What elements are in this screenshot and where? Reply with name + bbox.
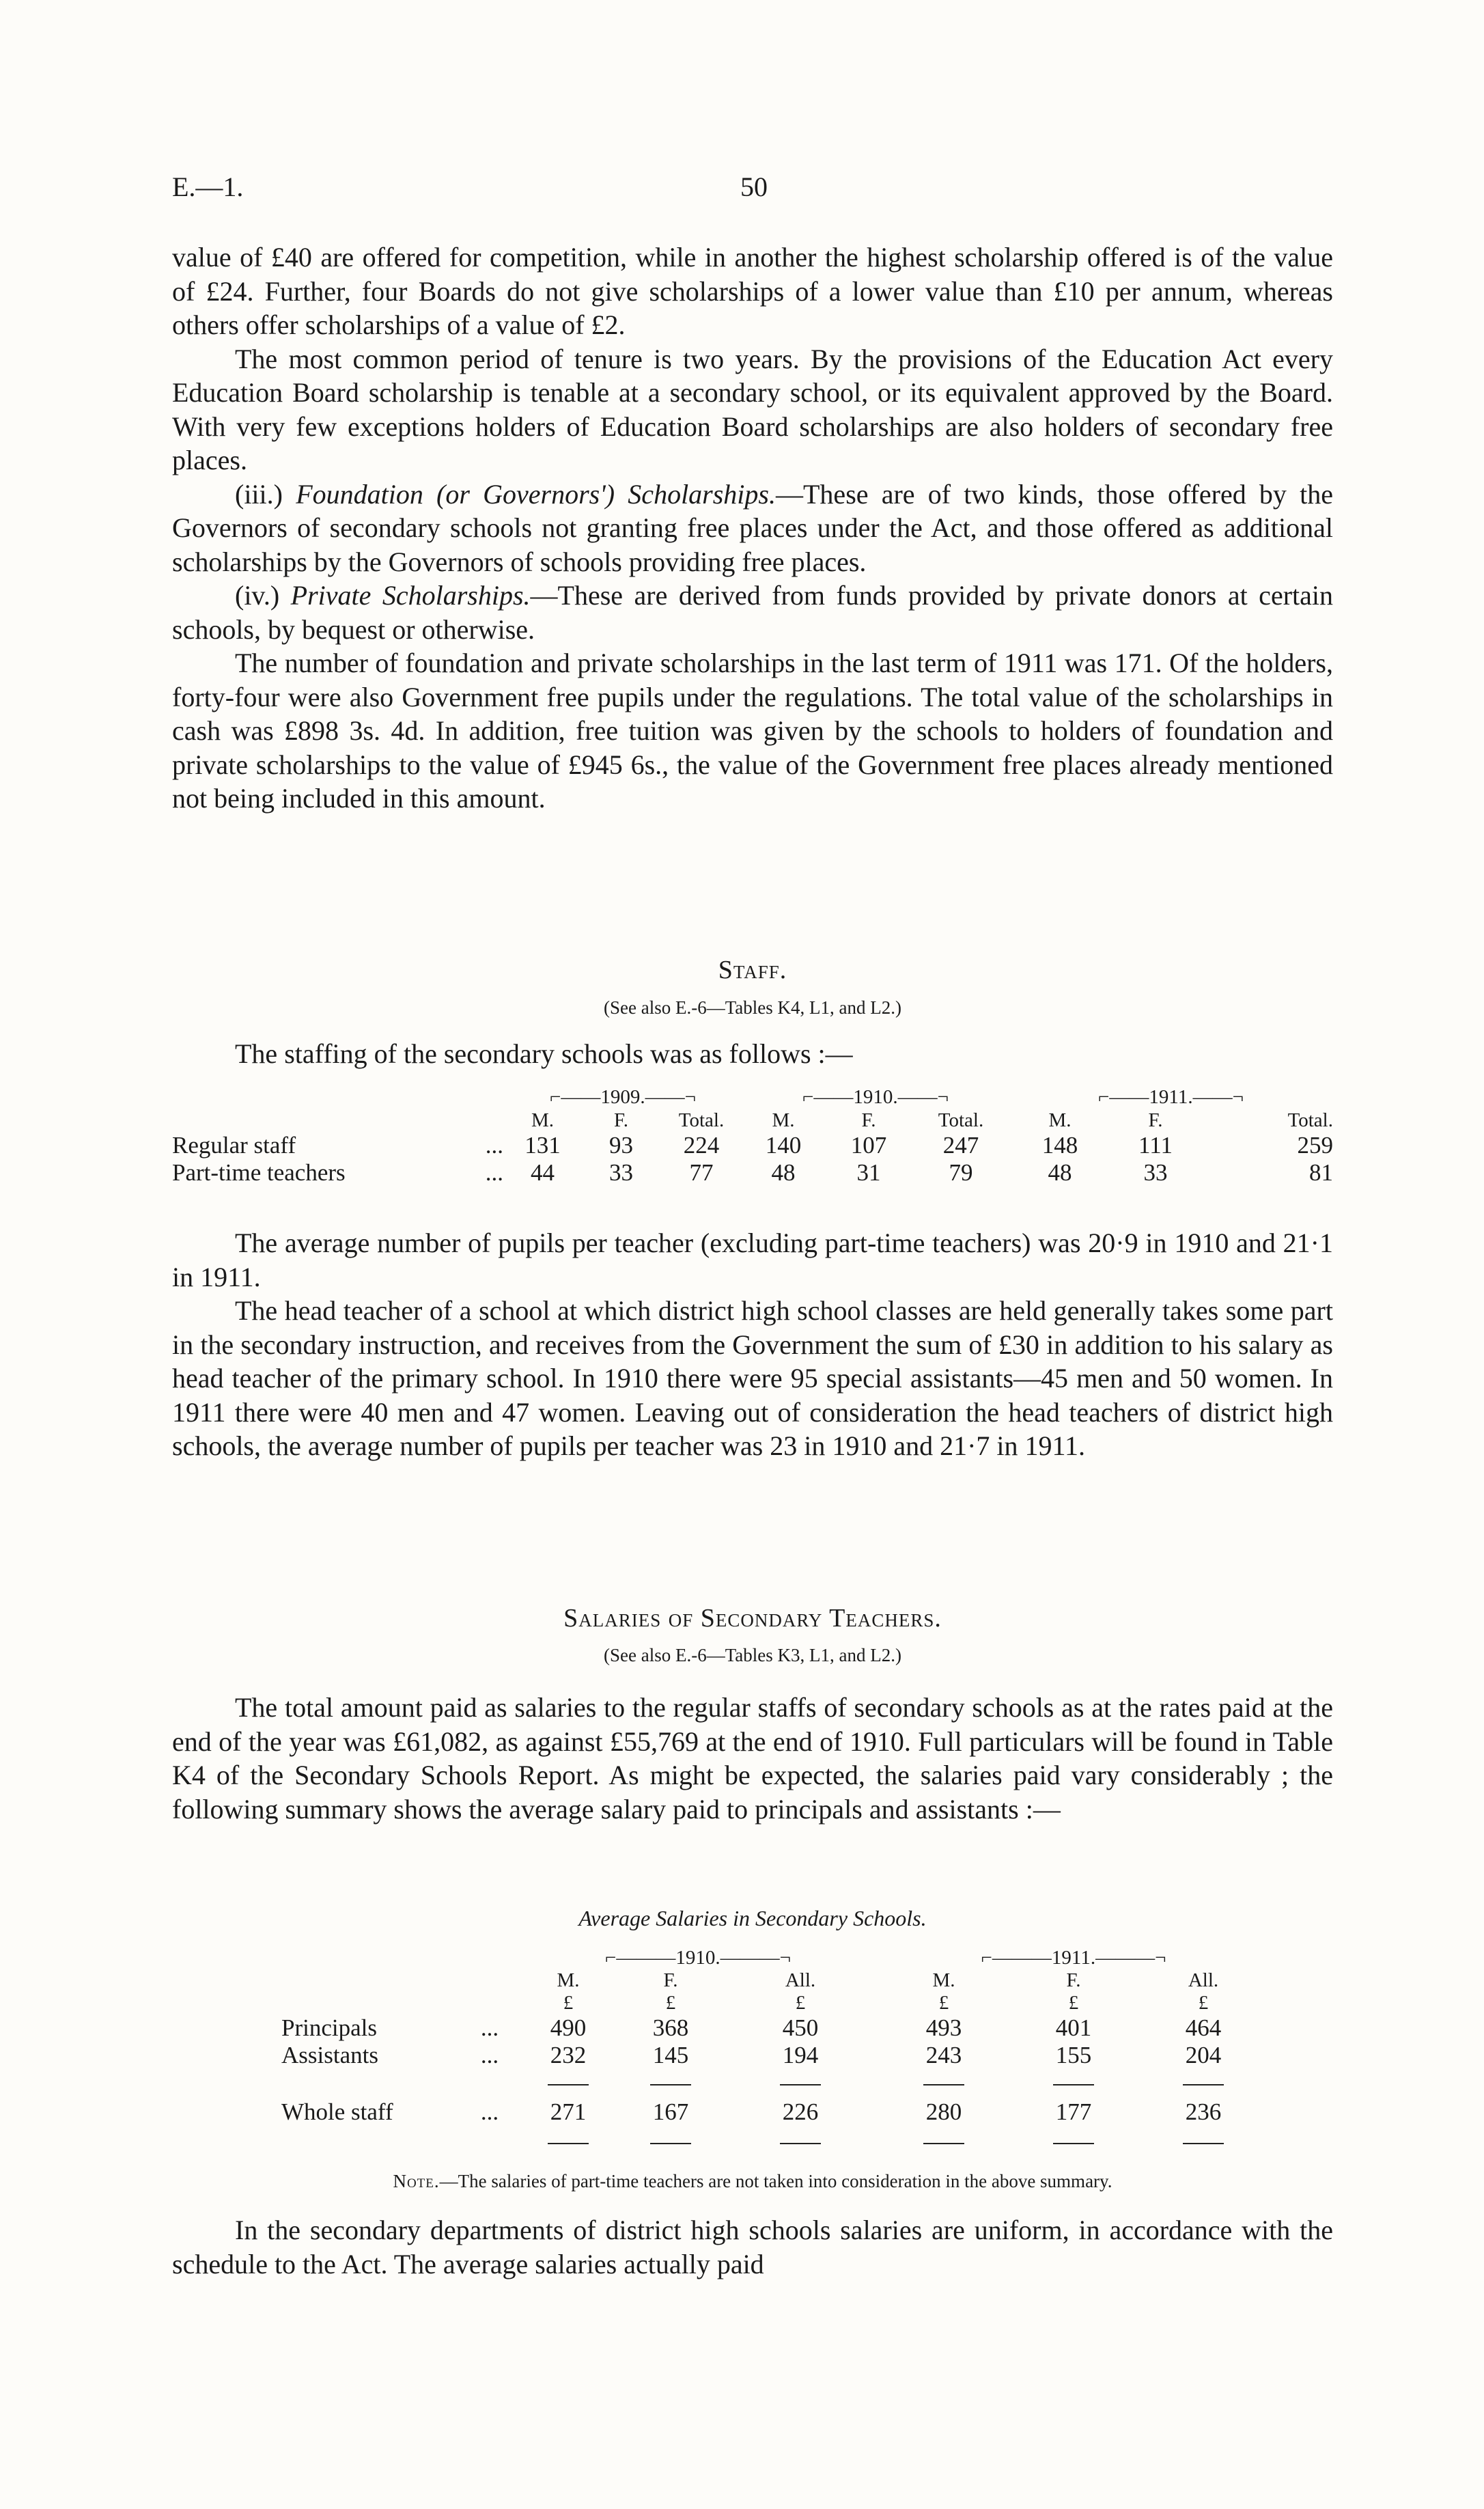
salaries-note bbox=[172, 2171, 1333, 2192]
document-code: E.—1. bbox=[172, 171, 244, 202]
table-cell: 145 bbox=[652, 2042, 689, 2068]
table-cell: 464 bbox=[1185, 2014, 1222, 2041]
foundation-body: —These are of two kinds, those offered by the Governors of secondary schools not granting free places under the Act, and those offered as additional scholarships by the Governors of schools providing free places. bbox=[172, 478, 1333, 577]
row-dots: ... bbox=[485, 1159, 503, 1186]
table-cell: 107 bbox=[850, 1132, 887, 1159]
salaries-heading: Salaries of Secondary Teachers. bbox=[563, 1604, 942, 1633]
table-cell: 232 bbox=[550, 2042, 587, 2068]
divider bbox=[1128, 2128, 1278, 2155]
divider bbox=[527, 2128, 609, 2155]
table-cell: 31 bbox=[856, 1159, 881, 1186]
salaries-subheading: (See also E.-6—Tables K3, L1, and L2.) bbox=[604, 1645, 901, 1665]
staff-intro-block bbox=[172, 1037, 1333, 1071]
divider bbox=[1019, 2069, 1128, 2096]
private-title: Private Scholarships. bbox=[290, 580, 531, 611]
row-label: Part-time teachers bbox=[172, 1159, 346, 1186]
table-cell: 155 bbox=[1055, 2042, 1092, 2068]
paragraph-head-teacher: The head teacher of a school at which district high school classes are held generally takes some part in the secondary instruction, and receives from the Government the sum of £30 in addition to his salary as head teacher of the primary school. In 1910 there were 95 special assistants—45 men and 50 women. In 1911 there were 40 men and 47 women. Leaving out of consideration the head teachers of district high schools, the average number of pupils per teacher was 23 in 1910 and 21·7 in 1911. bbox=[172, 1295, 1333, 1461]
table-cell: 490 bbox=[550, 2014, 587, 2041]
divider bbox=[869, 2069, 1019, 2096]
table-cell: 33 bbox=[1143, 1159, 1168, 1186]
unit-pound: £ bbox=[795, 1992, 806, 2014]
note-body: —The salaries of part-time teachers are not taken into consideration in the above summary. bbox=[439, 2171, 1112, 2191]
staff-col-total: Total. bbox=[1287, 1109, 1333, 1131]
paragraph-private-scholarships bbox=[172, 579, 1333, 646]
salaries-table bbox=[281, 1947, 1278, 2155]
table-cell: 280 bbox=[925, 2098, 962, 2125]
staff-col-total: Total. bbox=[678, 1109, 725, 1131]
table-cell: 247 bbox=[942, 1132, 979, 1159]
private-prefix: (iv.) bbox=[235, 580, 291, 611]
table-cell: 236 bbox=[1185, 2098, 1222, 2125]
table-cell: 204 bbox=[1185, 2042, 1222, 2068]
scholarships-text bbox=[172, 240, 1333, 816]
table-cell: 131 bbox=[524, 1132, 561, 1159]
row-dots: ... bbox=[485, 1132, 503, 1159]
table-cell: 48 bbox=[771, 1159, 796, 1186]
page-header bbox=[172, 171, 1333, 212]
table-cell: 493 bbox=[925, 2014, 962, 2041]
staff-col-f: F. bbox=[613, 1109, 629, 1131]
table-cell: 77 bbox=[689, 1159, 714, 1186]
paragraph-foundation-scholarships bbox=[172, 477, 1333, 579]
table-cell: 368 bbox=[652, 2014, 689, 2041]
paragraph-pupils-per-teacher: The average number of pupils per teacher (excluding part-time teachers) was 20·9 in 1910 and 21·1 in 1911. bbox=[172, 1228, 1333, 1292]
salary-col-m: M. bbox=[932, 1969, 955, 1991]
salary-col-f: F. bbox=[663, 1969, 678, 1991]
table-cell: 259 bbox=[1297, 1132, 1333, 1159]
staff-col-m: M. bbox=[1048, 1109, 1072, 1131]
staff-intro: The staffing of the secondary schools was as follows :— bbox=[235, 1038, 853, 1069]
divider bbox=[732, 2128, 869, 2155]
table-cell: 194 bbox=[782, 2042, 819, 2068]
salaries-text bbox=[172, 1691, 1333, 1826]
unit-pound: £ bbox=[563, 1992, 574, 2014]
foundation-prefix: (iii.) bbox=[235, 478, 296, 510]
row-label: Regular staff bbox=[172, 1132, 296, 1159]
paragraph-scholarship-values: value of £40 are offered for competition, while in another the highest scholarship offered is of the value of £24. Further, four Boards do not give scholarships of a lower value than £10 per annum, whereas others offer scholarships of a value of £2. bbox=[172, 242, 1333, 340]
row-label: Principals bbox=[281, 2014, 377, 2041]
private-body: —These are derived from funds provided by private donors at certain schools, by bequest or otherwise. bbox=[172, 580, 1333, 645]
salary-col-all: All. bbox=[785, 1969, 816, 1991]
salary-year-1910: ⌐———1910.———¬ bbox=[605, 1947, 791, 1969]
table-cell: 44 bbox=[531, 1159, 555, 1186]
staff-subheading: (See also E.-6—Tables K4, L1, and L2.) bbox=[604, 997, 901, 1018]
unit-pound: £ bbox=[1198, 1992, 1209, 2014]
unit-pound: £ bbox=[665, 1992, 676, 2014]
unit-pound: £ bbox=[1068, 1992, 1079, 2014]
row-dots: ... bbox=[480, 2042, 499, 2068]
table-cell: 140 bbox=[765, 1132, 802, 1159]
staff-col-m: M. bbox=[531, 1109, 555, 1131]
table-cell: 167 bbox=[652, 2098, 689, 2125]
row-dots: ... bbox=[480, 2014, 499, 2041]
row-label: Whole staff bbox=[281, 2098, 393, 2125]
table-cell: 79 bbox=[949, 1159, 973, 1186]
salaries-table-caption: Average Salaries in Secondary Schools. bbox=[578, 1906, 927, 1930]
table-cell: 271 bbox=[550, 2098, 587, 2125]
divider bbox=[609, 2069, 732, 2096]
table-cell: 401 bbox=[1055, 2014, 1092, 2041]
table-cell: 450 bbox=[782, 2014, 819, 2041]
table-cell: 224 bbox=[683, 1132, 720, 1159]
staff-text bbox=[172, 1226, 1333, 1463]
table-cell: 148 bbox=[1041, 1132, 1078, 1159]
table-cell: 226 bbox=[782, 2098, 819, 2125]
page-number: 50 bbox=[740, 171, 768, 202]
table-cell: 177 bbox=[1055, 2098, 1092, 2125]
salary-year-1911: ⌐———1911.———¬ bbox=[981, 1947, 1166, 1969]
staff-col-total: Total. bbox=[938, 1109, 984, 1131]
staff-year-1909: ⌐——1909.——¬ bbox=[550, 1086, 696, 1108]
staff-col-f: F. bbox=[1148, 1109, 1163, 1131]
table-cell: 33 bbox=[609, 1159, 633, 1186]
table-row bbox=[172, 1132, 1333, 1159]
foundation-title: Foundation (or Governors') Scholarships. bbox=[296, 478, 776, 510]
note-prefix: Note. bbox=[393, 2171, 440, 2191]
table-row bbox=[172, 1159, 1333, 1187]
divider bbox=[1019, 2128, 1128, 2155]
salary-col-f: F. bbox=[1066, 1969, 1081, 1991]
salary-col-m: M. bbox=[557, 1969, 580, 1991]
salary-col-all: All. bbox=[1188, 1969, 1219, 1991]
divider bbox=[527, 2069, 609, 2096]
staff-heading: Staff. bbox=[718, 956, 787, 984]
table-row bbox=[281, 2014, 1278, 2042]
paragraph-tenure: The most common period of tenure is two years. By the provisions of the Education Act every Education Board scholarship is tenable at a secondary school, or its equivalent approved by the Board. With very few exceptions holders of Education Board scholarships are also holders of secondary free places. bbox=[172, 343, 1333, 475]
table-cell: 243 bbox=[925, 2042, 962, 2068]
staffing-table bbox=[172, 1086, 1333, 1187]
table-cell: 93 bbox=[609, 1132, 633, 1159]
staff-year-1910: ⌐——1910.——¬ bbox=[802, 1086, 949, 1108]
divider bbox=[732, 2069, 869, 2096]
staff-year-1911: ⌐——1911.——¬ bbox=[1098, 1086, 1244, 1108]
table-row-total bbox=[281, 2096, 1278, 2128]
closing-text bbox=[172, 2213, 1333, 2281]
row-dots: ... bbox=[480, 2098, 499, 2125]
unit-pound: £ bbox=[938, 1992, 949, 2014]
paragraph-district-high-schools: In the secondary departments of district high schools salaries are uniform, in accordance with the schedule to the Act. The average salaries actually paid bbox=[172, 2215, 1333, 2279]
table-cell: 81 bbox=[1309, 1159, 1333, 1186]
divider bbox=[1128, 2069, 1278, 2096]
table-row bbox=[281, 2042, 1278, 2069]
divider bbox=[869, 2128, 1019, 2155]
staff-col-f: F. bbox=[861, 1109, 876, 1131]
table-cell: 111 bbox=[1138, 1132, 1173, 1159]
staff-col-m: M. bbox=[772, 1109, 795, 1131]
table-cell: 48 bbox=[1048, 1159, 1072, 1186]
divider bbox=[609, 2128, 732, 2155]
paragraph-scholarship-numbers: The number of foundation and private scholarships in the last term of 1911 was 171. Of the holders, forty-four were also Government free pupils under the regulations. The total value of the scholarships in cash was £898 3s. 4d. In addition, free tuition was given by the schools to holders of foundation and private scholarships to the value of £945 6s., the value of the Government free places already mentioned not being included in this amount. bbox=[172, 648, 1333, 814]
row-label: Assistants bbox=[281, 2042, 378, 2068]
paragraph-salaries-total: The total amount paid as salaries to the regular staffs of secondary schools as at the rates paid at the end of the year was £61,082, as against £55,769 at the end of 1910. Full particulars will be found in Table K4 of the Secondary Schools Report. As might be expected, the salaries paid vary considerably ; the following summary shows the average salary paid to principals and assistants :— bbox=[172, 1692, 1333, 1825]
